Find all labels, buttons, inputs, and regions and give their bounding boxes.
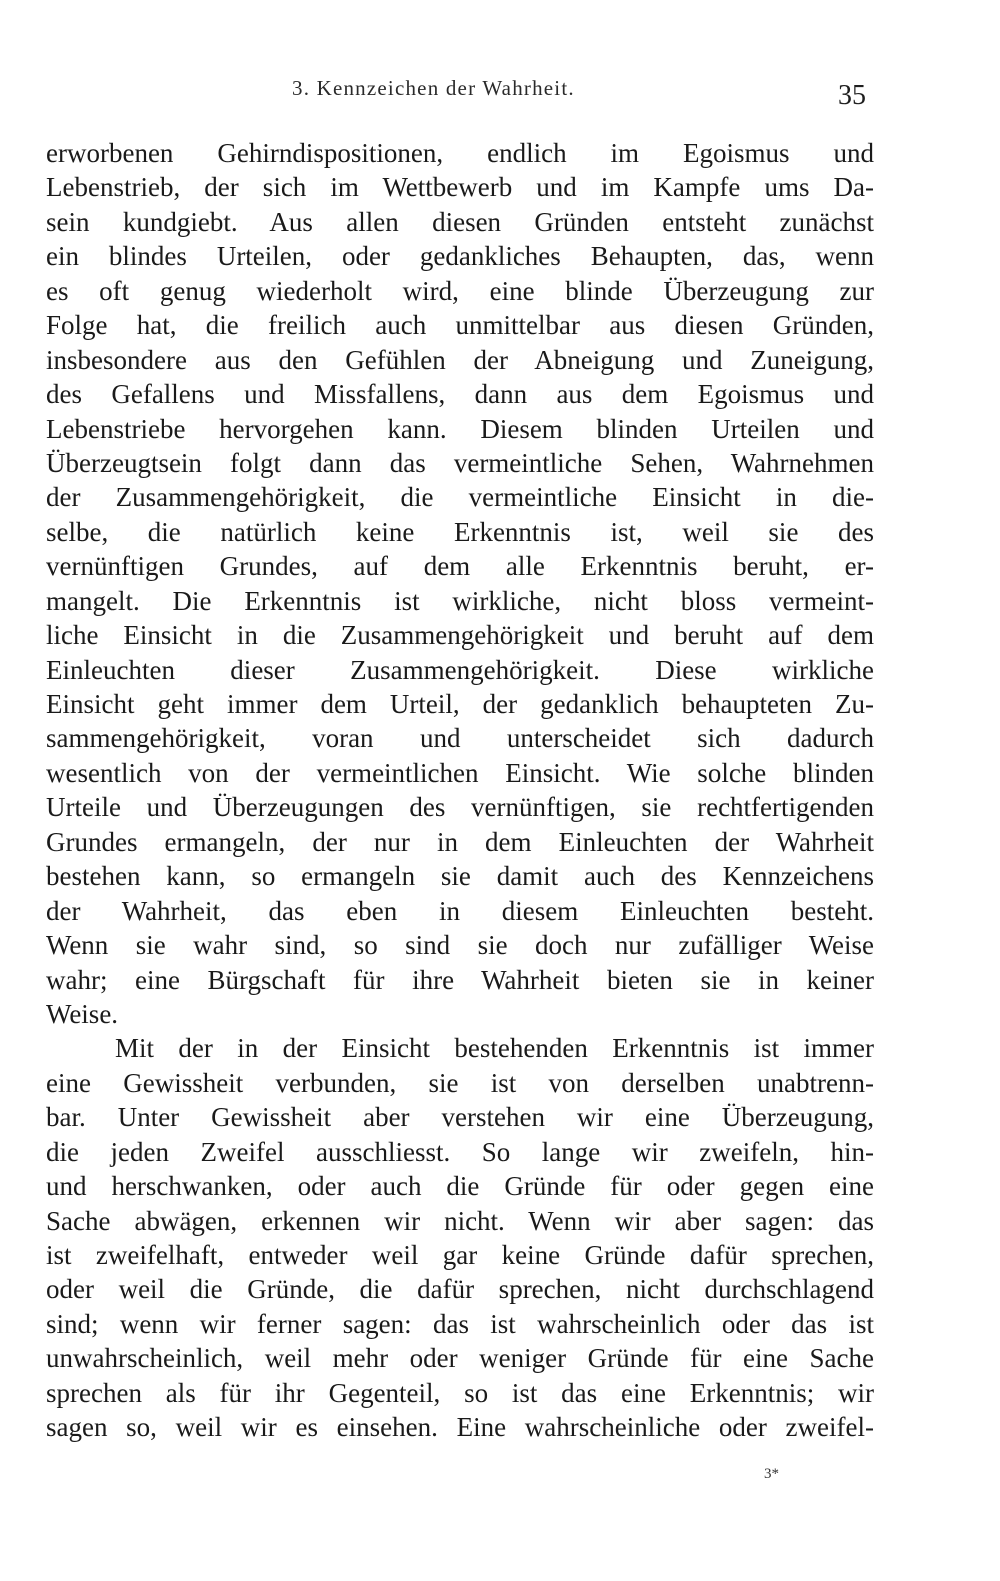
text-line: erworbenen Gehirndispositionen, endlich im Egoismus und: [46, 138, 874, 168]
text-line: Lebenstrieb, der sich im Wettbewerb und im Kampfe ums Da-: [46, 172, 874, 203]
text-line: Weise.: [46, 998, 119, 1029]
text-line: Lebenstriebe hervorgehen kann. Diesem blinden Urteilen und: [46, 413, 874, 444]
text-line: sagen so, weil wir es einsehen. Eine wahrscheinliche oder zweifel-: [46, 1412, 874, 1443]
text-line: die jeden Zweifel ausschliesst. So lange wir zweifeln, hin-: [46, 1136, 874, 1167]
text-line: selbe, die natürlich keine Erkenntnis ist, weil sie des: [46, 516, 874, 547]
text-line: Grundes ermangeln, der nur in dem Einleuchten der Wahrheit: [46, 826, 874, 857]
paragraph: [46, 1031, 874, 1444]
text-line: unwahrscheinlich, weil mehr oder weniger Gründe für eine Sache: [46, 1343, 874, 1374]
text-line: liche Einsicht in die Zusammengehörigkeit und beruht auf dem: [46, 620, 874, 651]
running-title: 3. Kennzeichen der Wahrheit.: [292, 76, 575, 100]
text-line: Folge hat, die freilich auch unmittelbar aus diesen Gründen,: [46, 310, 874, 341]
text-line: sprechen als für ihr Gegenteil, so ist das eine Erkenntnis; wir: [46, 1377, 874, 1408]
text-line: sammengehörigkeit, voran und unterscheidet sich dadurch: [46, 723, 874, 754]
text-line: bar. Unter Gewissheit aber verstehen wir eine Überzeugung,: [46, 1102, 874, 1133]
text-line: Urteile und Überzeugungen des vernünftigen, sie rechtfertigenden: [46, 792, 874, 823]
text-line: wesentlich von der vermeintlichen Einsicht. Wie solche blinden: [46, 757, 874, 788]
text-line: Mit der in der Einsicht bestehenden Erkenntnis ist immer: [115, 1033, 874, 1064]
text-line: ist zweifelhaft, entweder weil gar keine Gründe dafür sprechen,: [46, 1240, 874, 1270]
text-line: der Zusammengehörigkeit, die vermeintliche Einsicht in die-: [46, 482, 874, 513]
text-line: Einleuchten dieser Zusammengehörigkeit. Diese wirkliche: [46, 654, 874, 685]
text-line: Sache abwägen, erkennen wir nicht. Wenn wir aber sagen: das: [46, 1205, 874, 1236]
text-line: Wenn sie wahr sind, so sind sie doch nur zufälliger Weise: [46, 930, 874, 961]
text-line: oder weil die Gründe, die dafür sprechen, nicht durchschlagend: [46, 1274, 874, 1305]
text-line: bestehen kann, so ermangeln sie damit auch des Kennzeichens: [46, 861, 874, 892]
paragraph: [46, 136, 874, 1031]
running-head: [0, 76, 1000, 111]
text-line: eine Gewissheit verbunden, sie ist von derselben unabtrenn-: [46, 1067, 874, 1098]
text-line: wahr; eine Bürgschaft für ihre Wahrheit bieten sie in keiner: [46, 964, 874, 995]
signature-mark: 3*: [764, 1466, 779, 1482]
text-line: sind; wenn wir ferner sagen: das ist wahrscheinlich oder das ist: [46, 1308, 874, 1339]
text-line: und herschwanken, oder auch die Gründe für oder gegen eine: [46, 1171, 874, 1202]
text-line: vernünftigen Grundes, auf dem alle Erkenntnis beruht, er-: [46, 551, 874, 582]
page-number: 35: [838, 80, 866, 111]
text-line: Überzeugtsein folgt dann das vermeintliche Sehen, Wahrnehmen: [46, 447, 874, 478]
text-line: des Gefallens und Missfallens, dann aus dem Egoismus und: [46, 379, 874, 410]
text-line: es oft genug wiederholt wird, eine blinde Überzeugung zur: [46, 275, 874, 306]
text-line: mangelt. Die Erkenntnis ist wirkliche, nicht bloss vermeint-: [46, 585, 874, 616]
text-line: der Wahrheit, das eben in diesem Einleuchten besteht.: [46, 895, 874, 926]
text-line: Einsicht geht immer dem Urteil, der gedanklich behaupteten Zu-: [46, 689, 874, 719]
text-line: ein blindes Urteilen, oder gedankliches Behaupten, das, wenn: [46, 241, 874, 272]
text-line: sein kundgiebt. Aus allen diesen Gründen entsteht zunächst: [46, 206, 874, 237]
text-line: insbesondere aus den Gefühlen der Abneigung und Zuneigung,: [46, 344, 874, 375]
body-text: [46, 136, 874, 1445]
